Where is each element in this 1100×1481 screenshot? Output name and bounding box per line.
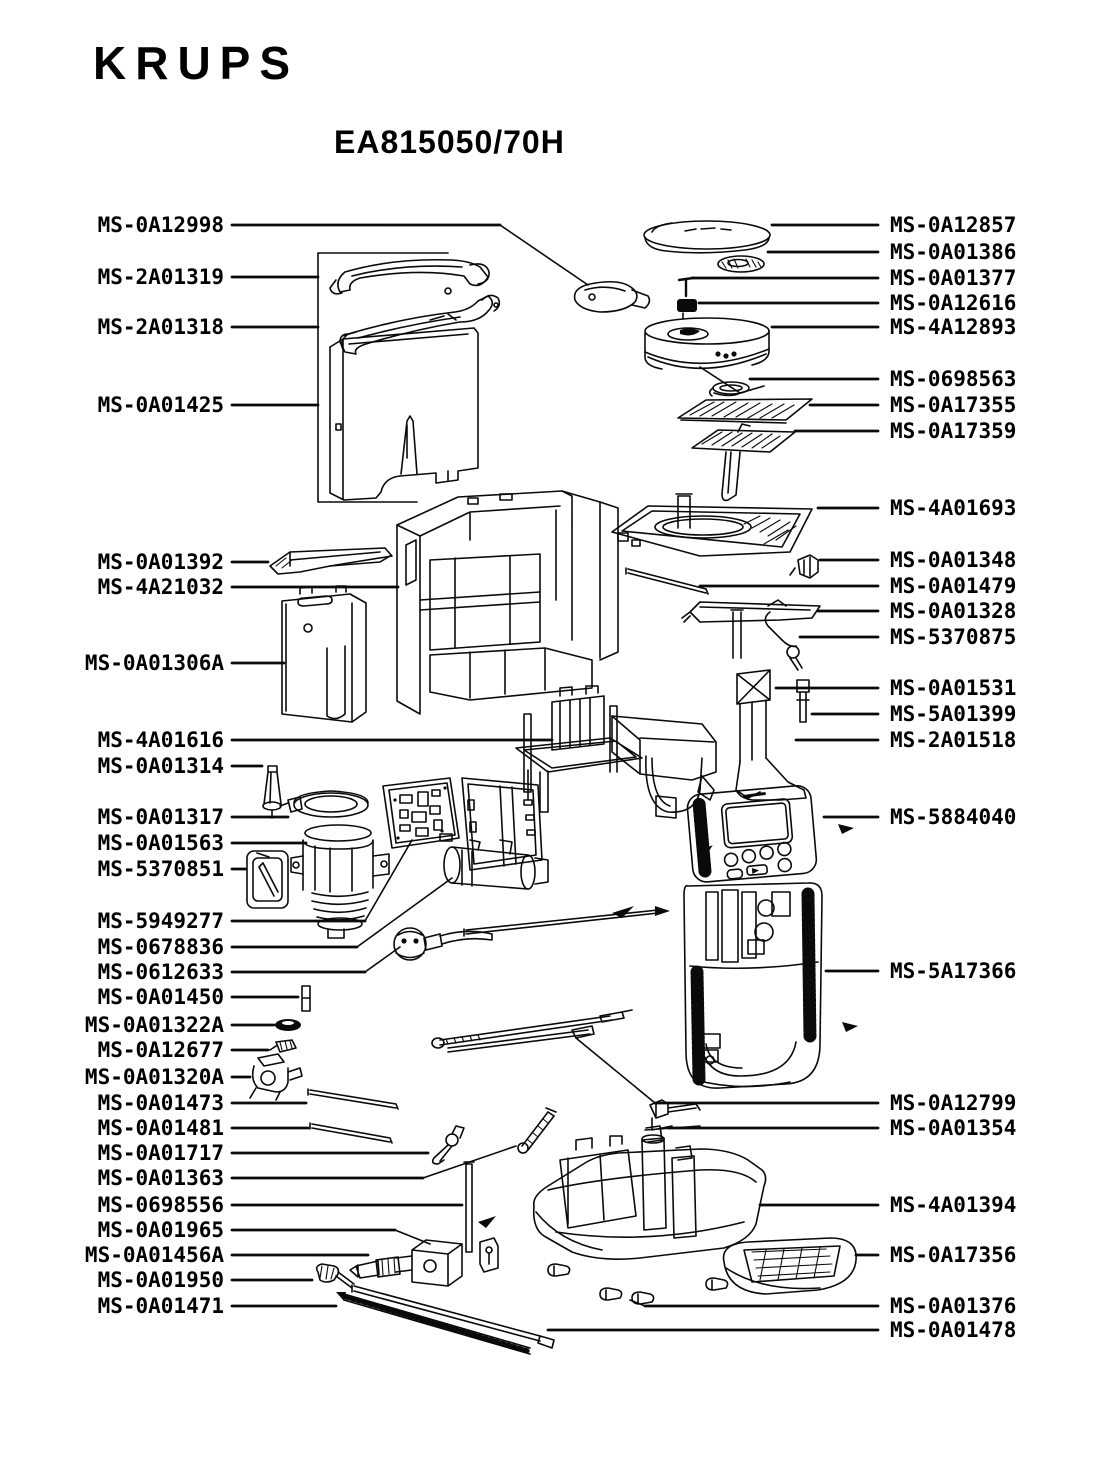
part-label: MS-0A01348 bbox=[890, 548, 1017, 572]
part-label: MS-0A12799 bbox=[890, 1091, 1017, 1115]
part-label: MS-5A17366 bbox=[890, 959, 1017, 983]
small-roller bbox=[317, 1264, 354, 1288]
leader-lines bbox=[232, 225, 878, 1330]
main-housing-frame bbox=[397, 491, 618, 714]
pin-small bbox=[302, 986, 310, 1011]
part-label: MS-0A01481 bbox=[97, 1116, 224, 1140]
part-label: MS-0A01717 bbox=[97, 1141, 224, 1165]
thermoblock bbox=[444, 840, 548, 889]
part-label: MS-4A12893 bbox=[890, 315, 1017, 339]
part-label: MS-0A12677 bbox=[97, 1038, 224, 1062]
tank-valve-disc bbox=[280, 791, 368, 817]
part-label: MS-0A12857 bbox=[890, 213, 1017, 237]
top-cover bbox=[612, 494, 812, 556]
part-label: MS-4A01693 bbox=[890, 496, 1017, 520]
lid-handle-upper bbox=[330, 260, 489, 294]
part-label: MS-0A01478 bbox=[890, 1318, 1017, 1342]
seal-oval bbox=[275, 1019, 301, 1031]
part-label: MS-0A01328 bbox=[890, 599, 1017, 623]
part-label: MS-4A01616 bbox=[97, 728, 224, 752]
part-label: MS-0698556 bbox=[97, 1193, 224, 1217]
grinder-wheel bbox=[718, 256, 764, 272]
leader-bends bbox=[318, 225, 655, 1306]
grid-plate bbox=[678, 399, 812, 423]
seal-cylinder bbox=[677, 299, 697, 319]
vertical-rod bbox=[464, 1162, 474, 1252]
probe-needle bbox=[464, 906, 670, 936]
part-label: MS-0A12998 bbox=[97, 213, 224, 237]
part-label: MS-0A01531 bbox=[890, 676, 1017, 700]
clip bbox=[790, 555, 818, 578]
part-label: MS-0A01473 bbox=[97, 1091, 224, 1115]
part-label: MS-2A01518 bbox=[890, 728, 1017, 752]
part-label: MS-0A01354 bbox=[890, 1116, 1017, 1140]
tube-assembly bbox=[432, 1010, 632, 1052]
part-label: MS-0A01392 bbox=[97, 550, 224, 574]
base-assembly bbox=[534, 1126, 766, 1259]
drip-shelf bbox=[270, 548, 392, 574]
steam-nozzle-rotor bbox=[575, 282, 650, 312]
part-label: MS-0A01363 bbox=[97, 1166, 224, 1190]
part-label: MS-0A01377 bbox=[890, 266, 1017, 290]
part-label: MS-0A01471 bbox=[97, 1294, 224, 1318]
micro-switch bbox=[247, 851, 288, 908]
part-label: MS-0A01456A bbox=[84, 1243, 224, 1267]
part-label: MS-0A01320A bbox=[84, 1065, 224, 1089]
part-label: MS-0A17359 bbox=[890, 419, 1017, 443]
bean-hopper bbox=[645, 318, 769, 396]
brand-logo: KRUPS bbox=[93, 37, 300, 89]
tube-a bbox=[308, 1089, 398, 1109]
funnel-block bbox=[250, 1054, 302, 1100]
support-bracket bbox=[736, 670, 806, 800]
part-label: MS-4A21032 bbox=[97, 575, 224, 599]
small-fitting bbox=[270, 1040, 296, 1052]
part-label: MS-5A01399 bbox=[890, 702, 1017, 726]
thin-tube bbox=[626, 568, 708, 594]
switch-bracket bbox=[478, 1216, 498, 1272]
part-label: MS-0A01450 bbox=[97, 985, 224, 1009]
tube-b bbox=[310, 1123, 392, 1143]
part-label: MS-5370851 bbox=[97, 857, 224, 881]
model-title: EA815050/70H bbox=[334, 124, 565, 160]
part-label: MS-0A17355 bbox=[890, 393, 1017, 417]
hopper-lid bbox=[644, 221, 770, 253]
part-label: MS-0A01322A bbox=[84, 1013, 224, 1037]
drip-tray bbox=[724, 1238, 857, 1294]
part-label: MS-5949277 bbox=[97, 909, 224, 933]
cone-valve bbox=[263, 766, 281, 818]
pin bbox=[797, 680, 809, 722]
clamp-parts bbox=[645, 1100, 700, 1130]
part-label: MS-0A01479 bbox=[890, 574, 1017, 598]
part-label: MS-0A01306A bbox=[84, 651, 224, 675]
power-pcb bbox=[383, 778, 459, 848]
elbow-connector bbox=[433, 1126, 464, 1164]
part-label: MS-5370875 bbox=[890, 625, 1017, 649]
screw-arrow-marks bbox=[838, 824, 858, 1032]
part-label: MS-0A01317 bbox=[97, 805, 224, 829]
part-label: MS-4A01394 bbox=[890, 1193, 1017, 1217]
bottom-tubes bbox=[336, 1285, 554, 1354]
water-tank bbox=[282, 586, 366, 722]
part-label: MS-0612633 bbox=[97, 960, 224, 984]
angled-tube bbox=[518, 1108, 556, 1153]
steam-valve bbox=[765, 600, 802, 670]
part-label: MS-2A01318 bbox=[97, 315, 224, 339]
part-label: MS-0A01563 bbox=[97, 831, 224, 855]
part-label: MS-0A01386 bbox=[890, 240, 1017, 264]
part-label: MS-5884040 bbox=[890, 805, 1017, 829]
part-label: MS-0A01425 bbox=[97, 393, 224, 417]
rubber-feet bbox=[548, 1264, 728, 1304]
part-label: MS-0A01965 bbox=[97, 1218, 224, 1242]
brew-unit bbox=[516, 686, 716, 818]
part-label: MS-0A01950 bbox=[97, 1268, 224, 1292]
screw bbox=[679, 278, 693, 296]
part-label: MS-0678836 bbox=[97, 935, 224, 959]
part-label: MS-0A01376 bbox=[890, 1294, 1017, 1318]
part-label: MS-2A01319 bbox=[97, 265, 224, 289]
part-label: MS-0A12616 bbox=[890, 291, 1017, 315]
part-label: MS-0A01314 bbox=[97, 754, 224, 778]
front-housing bbox=[684, 883, 822, 1088]
part-label: MS-0698563 bbox=[890, 367, 1017, 391]
part-label: MS-0A17356 bbox=[890, 1243, 1017, 1267]
lid-handle-lower bbox=[340, 295, 499, 354]
power-switch bbox=[350, 1240, 462, 1286]
grid-funnel bbox=[692, 424, 795, 500]
